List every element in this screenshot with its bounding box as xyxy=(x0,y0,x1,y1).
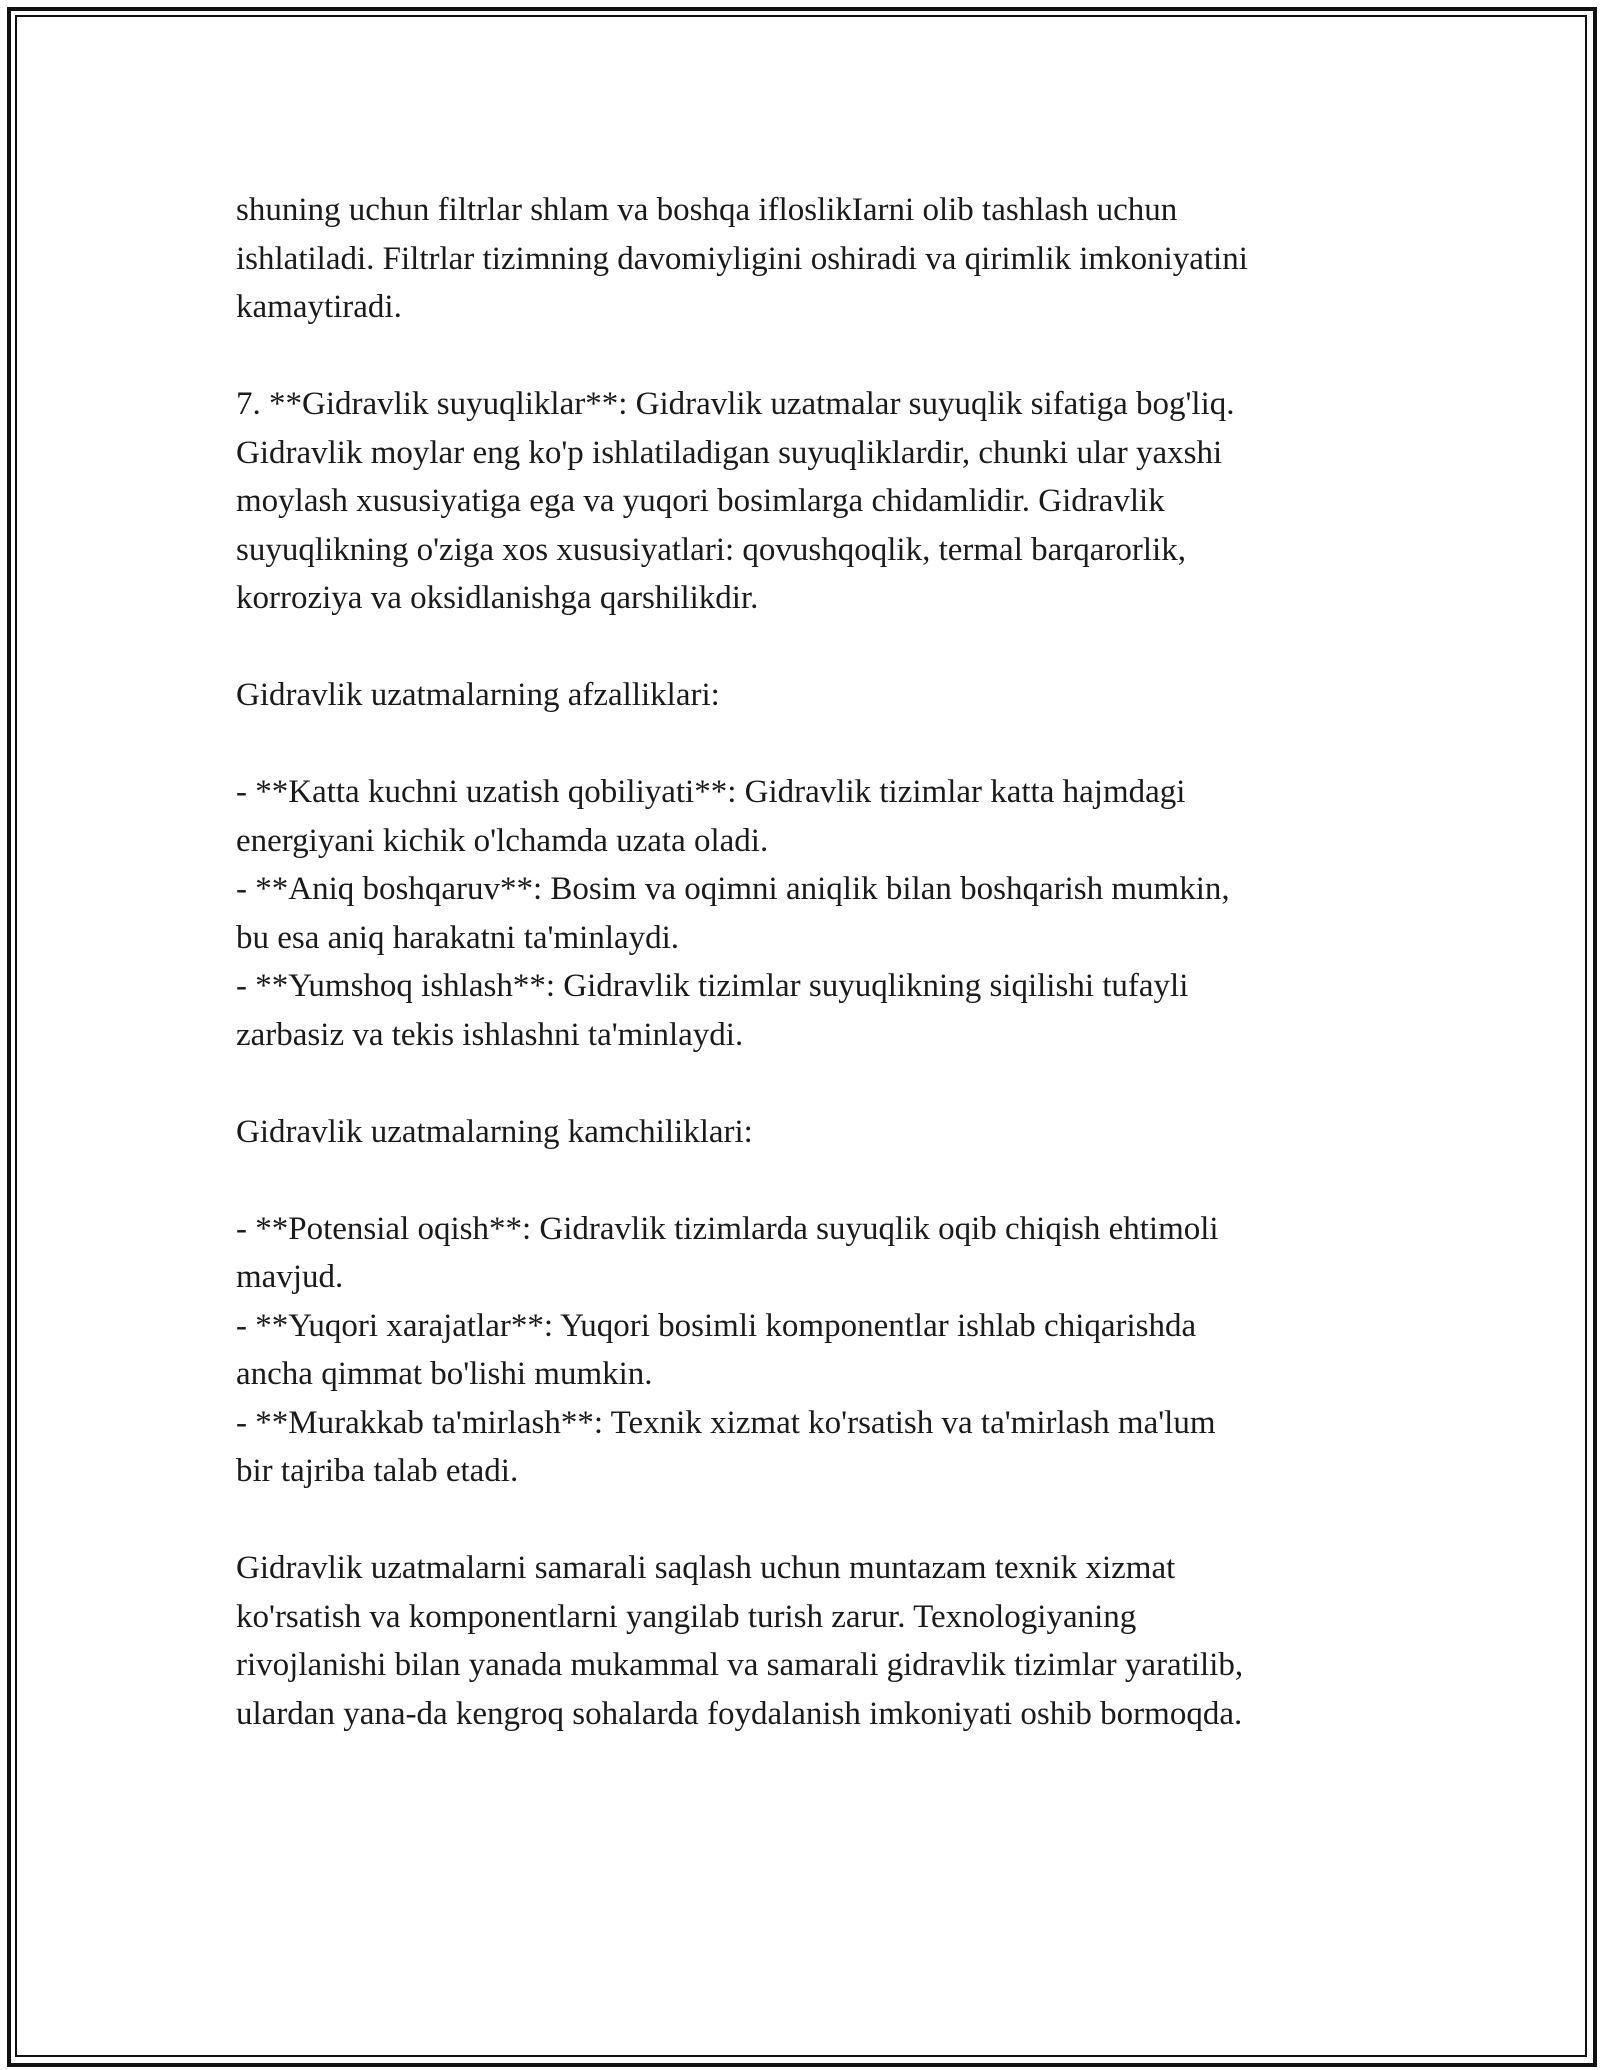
document-body xyxy=(236,186,1386,1787)
list-disadvantages: - **Potensial oqish**: Gidravlik tizimlarda suyuqlik oqib chiqish ehtimoli mavjud. - **Yuqori xarajatlar**: Yuqori bosimli komponentlar ishlab chiqarishda ancha qimmat bo'lishi mumkin. - **Murakkab ta'mirlash**: Texnik xizmat ko'rsatish va ta'mirlash ma'lum bir tajriba talab etadi. xyxy=(236,1210,1219,1489)
paragraph-filters-end: shuning uchun filtrlar shlam va boshqa ifloslikIarni olib tashlash uchun ishlatiladi. Filtrlar tizimning davomiyligini oshiradi va qirimlik imkoniyatini kamaytiradi. xyxy=(236,192,1248,325)
list-advantages: - **Katta kuchni uzatish qobiliyati**: Gidravlik tizimlar katta hajmdagi energiyani kichik o'lchamda uzata oladi. - **Aniq boshqaruv**: Bosim va oqimni aniqlik bilan boshqarish mumkin, bu esa aniq harakatni ta'minlaydi. - **Yumshoq ishlash**: Gidravlik tizimlar suyuqlikning siqilishi tufayli zarbasiz va tekis ishlashni ta'minlaydi. xyxy=(236,774,1230,1053)
heading-advantages: Gidravlik uzatmalarning afzalliklari: xyxy=(236,677,720,713)
heading-disadvantages: Gidravlik uzatmalarning kamchiliklari: xyxy=(236,1113,753,1150)
paragraph-hydraulic-fluids: 7. **Gidravlik suyuqliklar**: Gidravlik uzatmalar suyuqlik sifatiga bog'liq. Gidravlik moylar eng ko'p ishlatiladigan suyuqliklardir, chunki ular yaxshi moylash xususiyatiga ega va yuqori bosimlarga chidamlidir. Gidravlik suyuqlikning o'ziga xos xususiyatlari: qovushqoqlik, termal barqarorlik, korroziya va oksidlanishga qarshilikdir. xyxy=(236,386,1235,616)
paragraph-conclusion: Gidravlik uzatmalarni samarali saqlash uchun muntazam texnik xizmat ko'rsatish va komponentlarni yangilab turish zarur. Texnologiyaning rivojlanishi bilan yanada mukammal va samarali gidravlik tizimlar yaratilib, ulardan yana-da kengroq sohalarda foydalanish imkoniyati oshib bormoqda. xyxy=(236,1550,1244,1732)
